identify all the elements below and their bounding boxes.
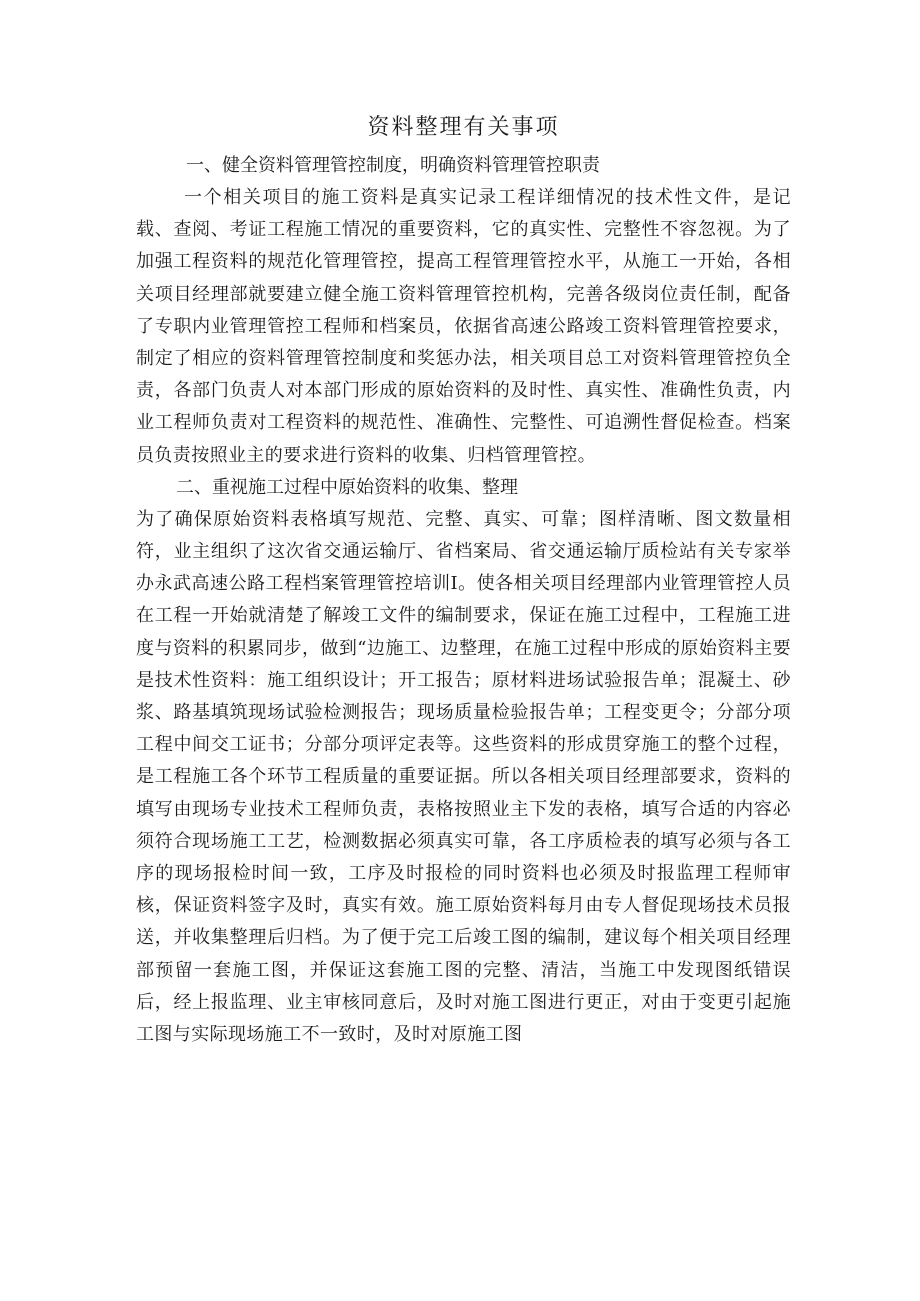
section-1-heading: 一、健全资料管理管控制度，明确资料管理管控职责	[186, 155, 600, 176]
section-2-heading: 二、重视施工过程中原始资料的收集、整理	[176, 476, 518, 498]
section-1-paragraph: 一个相关项目的施工资料是真实记录工程详细情况的技术性文件，是记载、查阅、考证工程施工情况的重要资料，它的真实性、完整性不容忽视。为了加强工程资料的规范化管理管控，提高工程管理管控水平，从施工一开始，各相关项目经理部就要建立健全施工资料管理管控机构，完善各级岗位责任制，配备了专职内业管理管控工程师和档案员，依据省高速公路竣工资料管理管控要求，制定了相应的资料管理管控制度和奖惩办法，相关项目总工对资料管理管控负全责，各部门负责人对本部门形成的原始资料的及时性、真实性、准确性负责，内业工程师负责对工程资料的规范性、准确性、完整性、可追溯性督促检查。档案员负责按照业主的要求进行资料的收集、归档管理管控。	[136, 187, 791, 466]
document-page	[136, 110, 791, 1051]
document-title: 资料整理有关事项	[367, 115, 560, 140]
section-2-paragraph: 为了确保原始资料表格填写规范、完整、真实、可靠；图样清晰、图文数量相符，业主组织了这次省交通运输厅、省档案局、省交通运输厅质检站有关专家举办永武高速公路工程档案管理管控培训Ⅰ。使各相关项目经理部内业管理管控人员在工程一开始就清楚了解竣工文件的编制要求，保证在施工过程中，工程施工进度与资料的积累同步，做到“边施工、边整理，在施工过程中形成的原始资料主要是技术性资料：施工组织设计；开工报告；原材料进场试验报告单；混凝土、砂浆、路基填筑现场试验检测报告；现场质量检验报告单；工程变更令；分部分项工程中间交工证书；分部分项评定表等。这些资料的形成贯穿施工的整个过程，是工程施工各个环节工程质量的重要证据。所以各相关项目经理部要求，资料的填写由现场专业技术工程师负责，表格按照业主下发的表格，填写合适的内容必须符合现场施工工艺，检测数据必须真实可靠，各工序质检表的填写必须与各工序的现场报检时间一致，工序及时报检的同时资料也必须及时报监理工程师审核，保证资料签字及时，真实有效。施工原始资料每月由专人督促现场技术员报送，并收集整理后归档。为了便于完工后竣工图的编制，建议每个相关项目经理部预留一套施工图，并保证这套施工图的完整、清洁，当施工中发现图纸错误后，经上报监理、业主审核同意后，及时对施工图进行更正，对由于变更引起施工图与实际现场施工不一致时，及时对原施工图	[136, 508, 791, 1046]
